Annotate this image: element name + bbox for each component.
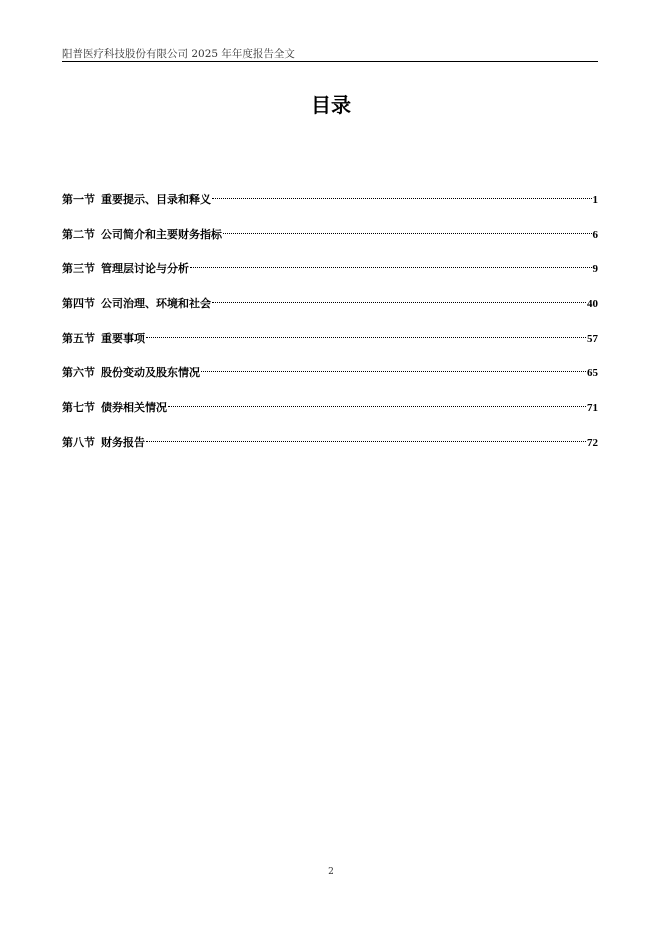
page-title: 目录 [311, 93, 351, 117]
toc-dot-leader [212, 290, 586, 307]
toc-dot-leader [168, 394, 586, 411]
table-of-contents [62, 186, 598, 464]
toc-dot-leader [212, 186, 592, 203]
toc-entry[interactable] [62, 359, 598, 380]
toc-section-title: 公司治理、环境和社会 [101, 297, 211, 311]
toc-dot-leader [146, 325, 586, 342]
toc-dot-leader [190, 255, 592, 272]
running-header: 阳普医疗科技股份有限公司 2025 年年度报告全文 [62, 48, 295, 60]
toc-entry[interactable] [62, 290, 598, 311]
toc-dot-leader [223, 221, 592, 238]
toc-page-number: 72 [587, 436, 598, 449]
toc-section-number: 第一节 [62, 193, 95, 206]
header-rule [62, 61, 598, 62]
toc-page-number: 71 [587, 402, 598, 415]
toc-section-title: 财务报告 [101, 435, 145, 449]
toc-section-title: 公司简介和主要财务指标 [101, 227, 222, 241]
page-footer-number: 2 [328, 867, 334, 877]
toc-section-number: 第二节 [62, 227, 95, 241]
toc-section-number: 第五节 [62, 331, 95, 345]
toc-entry[interactable] [62, 186, 598, 206]
toc-page-number: 40 [587, 298, 598, 311]
toc-dot-leader [146, 429, 586, 446]
toc-page-number: 65 [587, 367, 598, 380]
toc-section-number: 第六节 [62, 366, 95, 380]
toc-section-number: 第八节 [62, 435, 95, 449]
toc-entry[interactable] [62, 394, 598, 415]
toc-section-title: 债券相关情况 [101, 401, 167, 415]
toc-section-title: 重要提示、目录和释义 [101, 193, 211, 206]
toc-section-title: 股份变动及股东情况 [101, 366, 200, 380]
toc-section-title: 重要事项 [101, 331, 145, 345]
toc-section-number: 第三节 [62, 262, 95, 276]
toc-section-number: 第七节 [62, 401, 95, 415]
toc-page-number: 1 [592, 194, 598, 206]
toc-entry[interactable] [62, 255, 598, 276]
toc-page-number: 6 [592, 228, 598, 241]
toc-dot-leader [201, 359, 586, 376]
toc-entry[interactable] [62, 221, 598, 241]
toc-entry[interactable] [62, 325, 598, 345]
toc-entry[interactable] [62, 429, 598, 449]
toc-section-number: 第四节 [62, 297, 95, 311]
toc-page-number: 9 [592, 263, 598, 276]
toc-section-title: 管理层讨论与分析 [101, 262, 189, 276]
toc-page-number: 57 [587, 332, 598, 345]
